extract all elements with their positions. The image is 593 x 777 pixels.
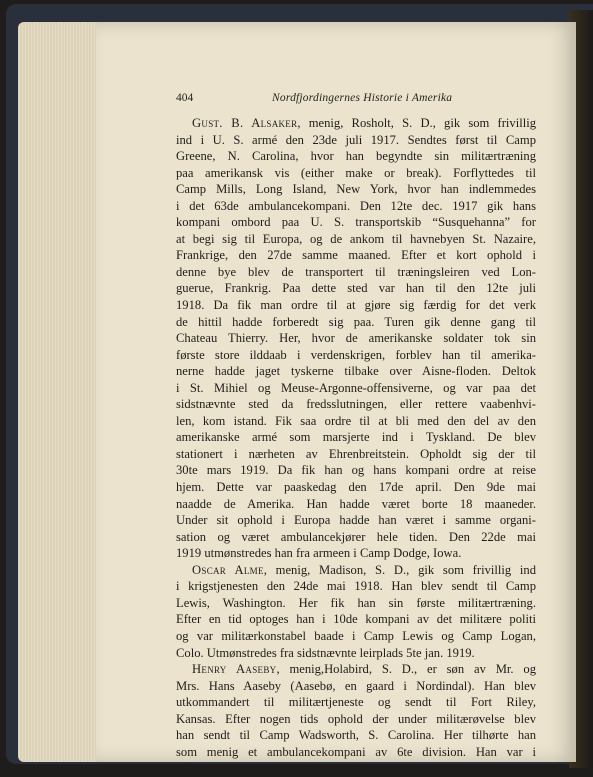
entry-line: i det 63de ambulancekompani. Den 12te dec. 1917 gik hans (176, 198, 536, 213)
entry-first-line (176, 562, 536, 579)
entry-line: han sendt til Camp Wadsworth, S. Carolina. Her tilhørte han (176, 728, 536, 743)
entry-text: , menig,Holabird, S. D., er søn av Mr. og (276, 662, 536, 677)
entry-line: første store ilddaab i verdenskrigen, forblev han til amerika- (176, 347, 536, 362)
entry-text: , menig, Madison, S. D., gik som frivillig ind (263, 562, 536, 577)
entry-line: Chateau Thierry. Her, hvor de amerikanske soldater tok sin (176, 331, 536, 346)
entry-line: i St. Mihiel og Meuse-Argonne-offensiverne, og var paa det (176, 380, 536, 395)
entry-text: , menig, Rosholt, S. D., gik som frivillig (297, 116, 536, 130)
entry-line: paa amerikansk vis (either make or break). Forflyttedes til (176, 165, 536, 180)
running-title: Nordfjordingernes Historie i Amerika (272, 92, 453, 104)
entry-name: Henry Aaseby (192, 662, 277, 677)
entry-line: 1918. Da fik man ordre til at gjøre sig færdig for det verk (176, 298, 536, 313)
entry-line: Kansas. Efter nogen tids ophold der under militærøvelse blev (176, 711, 536, 726)
entry-line: som menig et ambulancekompani av 6te division. Han var i (176, 744, 536, 759)
entry-line: hjem. Dette var paaskedag den 17de april. Den 9de mai (176, 480, 536, 495)
entry-line: Lewis, Washington. Her fik han sin første militærtræning. (176, 595, 536, 610)
body-text (176, 115, 536, 777)
entry-line: i krigstjenesten den 24de mai 1918. Han blev sendt til Camp (176, 579, 536, 594)
entry-name: Gust. B. Alsaker (192, 116, 298, 130)
entry-line: ind i U. S. armé den 23de juli 1917. Sendtes først til Camp (176, 132, 536, 147)
entry-line: naadde de Amerika. Han hadde været borte 18 maaneder. (176, 496, 536, 511)
entry-line: sation og været ambulancekjører hele tiden. Den 22de mai (176, 529, 536, 544)
entry-line: Camp Mills, Long Island, New York, hvor han indlemmedes (176, 182, 536, 197)
entry-line: de hittil hadde forberedt sig paa. Turen gik denne gang til (176, 314, 536, 329)
entry-line: 30te mars 1919. Da fik han og hans kompani ordre at reise (176, 463, 536, 478)
entry-line: denne bye blev de transportert til træningsleiren ved Lon- (176, 264, 536, 279)
entry-line: guerue, Frankrig. Paa dette sted var han til den 12te juli (176, 281, 536, 296)
entry-line: Greene, N. Carolina, hvor han begyndte sin militærtræning (176, 149, 536, 164)
entry-first-line (176, 115, 536, 132)
entry-name: Oscar Alme (192, 562, 264, 577)
entry-line: amerikanske armé som marsjerte ind i Tyskland. De blev (176, 430, 536, 445)
entry-line: kompani ombord paa U. S. transportskib “Susquehanna” for (176, 215, 536, 230)
page-header (176, 92, 556, 112)
page-edges (18, 22, 98, 762)
entry-line: Efter en tid optoges han i 10de kompani av det militære politi (176, 612, 536, 627)
entry-line: nerne hadde jaget tyskerne tilbake over Aisne-floden. Deltok (176, 364, 536, 379)
entry-line: stationert i nærheten av Ehrenbreitstein. Opholdt sig der til (176, 446, 536, 461)
entry-line: militærtjenesten omtrent 10 maaneder. (176, 761, 370, 776)
entry-line: Under sit ophold i Europa hadde han været i samme organi- (176, 513, 536, 528)
book-page (96, 22, 576, 776)
entry-line: at begi sig til Europa, og de ankom til havnebyen St. Nazaire, (176, 231, 536, 246)
entry-line: Frankrige, den 27de samme maaned. Efter et kort ophold i (176, 248, 536, 263)
entry-line: og var militærkonstabel baade i Camp Lewis og Camp Logan, (176, 628, 536, 643)
entry-line: 1919 utmønstredes han fra armeen i Camp Dodge, Iowa. (176, 546, 462, 561)
entry-line: len, kom istand. Fik saa ordre til at bli med den del av den (176, 413, 536, 428)
entry-line: utkommandert til militærtjeneste og sendt til Fort Riley, (176, 695, 536, 710)
entry-line: sidstnævnte sted da fredsslutningen, eller rettere vaabenhvi- (176, 397, 536, 412)
entry-line: Mrs. Hans Aaseby (Aasebø, en gaard i Nordindal). Han blev (176, 678, 536, 693)
page-number: 404 (176, 92, 194, 104)
entry-first-line (176, 661, 536, 678)
entry-line: Colo. Utmønstredes fra sidstnævnte leirplads 5te jan. 1919. (176, 645, 475, 660)
